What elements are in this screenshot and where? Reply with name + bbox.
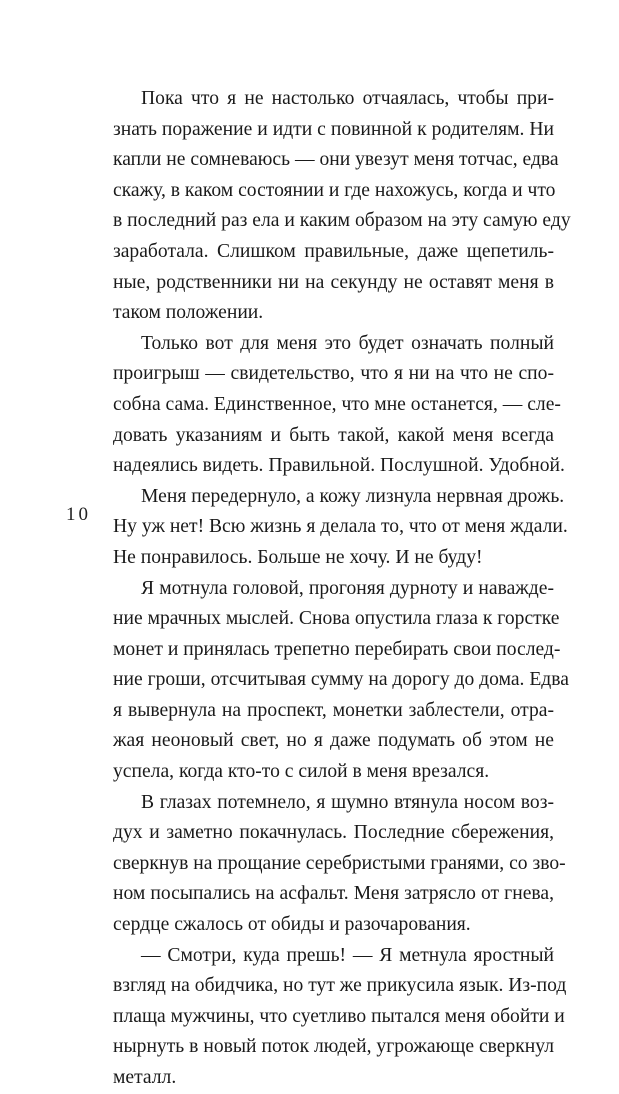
text-line: сверкнув на прощание серебристыми гранями, со зво- bbox=[113, 852, 566, 874]
paragraph bbox=[113, 788, 566, 941]
text-line: плаща мужчины, что суетливо пытался меня обойти и bbox=[113, 1005, 565, 1027]
text-line: Пока что я не настолько отчаялась, чтобы при- bbox=[141, 88, 554, 109]
text-line: заработала. Слишком правильные, даже щепетиль- bbox=[113, 240, 554, 262]
text-line: металл. bbox=[113, 1067, 177, 1088]
text-line: проигрыш — свидетельство, что я ни на что не спо- bbox=[113, 363, 554, 385]
text-line: нырнуть в новый поток людей, угрожающе сверкнул bbox=[113, 1036, 554, 1058]
text-line: Ну уж нет! Всю жизнь я делала то, что от меня ждали. bbox=[113, 516, 568, 538]
text-line: собна сама. Единственное, что мне останется, — сле- bbox=[113, 393, 561, 415]
text-line: в последний раз ела и каким образом на эту самую еду bbox=[113, 210, 571, 232]
text-line: сердце сжалось от обиды и разочарования. bbox=[113, 914, 471, 936]
page-number: 10 bbox=[66, 504, 91, 525]
text-line: Не понравилось. Больше не хочу. И не буду! bbox=[113, 546, 483, 568]
text-line: я вывернула на проспект, монетки заблестели, отра- bbox=[113, 699, 554, 721]
paragraph bbox=[113, 84, 571, 329]
paragraph bbox=[113, 574, 569, 788]
text-line: капли не сомневаюсь — они увезут меня тотчас, едва bbox=[113, 149, 559, 171]
text-line: таком положении. bbox=[113, 302, 264, 324]
paragraph bbox=[113, 329, 565, 482]
text-line: Только вот для меня это будет означать полный bbox=[141, 332, 554, 354]
text-line: взгляд на обидчика, но тут же прикусила язык. Из-под bbox=[113, 975, 567, 997]
text-line: Меня передернуло, а кожу лизнула нервная дрожь. bbox=[141, 485, 565, 507]
text-line: дух и заметно покачнулась. Последние сбережения, bbox=[113, 822, 554, 844]
text-line: монет и принялась трепетно перебирать свои послед- bbox=[113, 638, 561, 660]
text-line: скажу, в каком состоянии и где нахожусь, когда и что bbox=[113, 179, 556, 201]
text-line: — Смотри, куда прешь! — Я метнула яростный bbox=[141, 944, 554, 966]
text-line: Я мотнула головой, прогоняя дурноту и наважде- bbox=[141, 577, 554, 599]
text-line: ные, родственники ни на секунду не оставят меня в bbox=[113, 271, 554, 293]
paragraph bbox=[113, 482, 568, 574]
paragraph bbox=[113, 941, 567, 1094]
text-line: надеялись видеть. Правильной. Послушной. Удобной. bbox=[113, 455, 565, 477]
body-text bbox=[113, 84, 571, 1094]
text-line: ном посыпались на асфальт. Меня затрясло от гнева, bbox=[113, 883, 554, 905]
text-line: В глазах потемнело, я шумно втянула носом воз- bbox=[141, 791, 554, 813]
text-line: довать указаниям и быть такой, какой меня всегда bbox=[113, 424, 554, 446]
text-line: жая неоновый свет, но я даже подумать об этом не bbox=[113, 730, 554, 752]
text-line: успела, когда кто-то с силой в меня врезался. bbox=[113, 761, 490, 783]
text-line: ние гроши, отсчитывая сумму на дорогу до дома. Едва bbox=[113, 669, 569, 691]
text-line: знать поражение и идти с повинной к родителям. Ни bbox=[113, 118, 554, 140]
text-line: ние мрачных мыслей. Снова опустила глаза к горстке bbox=[113, 608, 560, 630]
